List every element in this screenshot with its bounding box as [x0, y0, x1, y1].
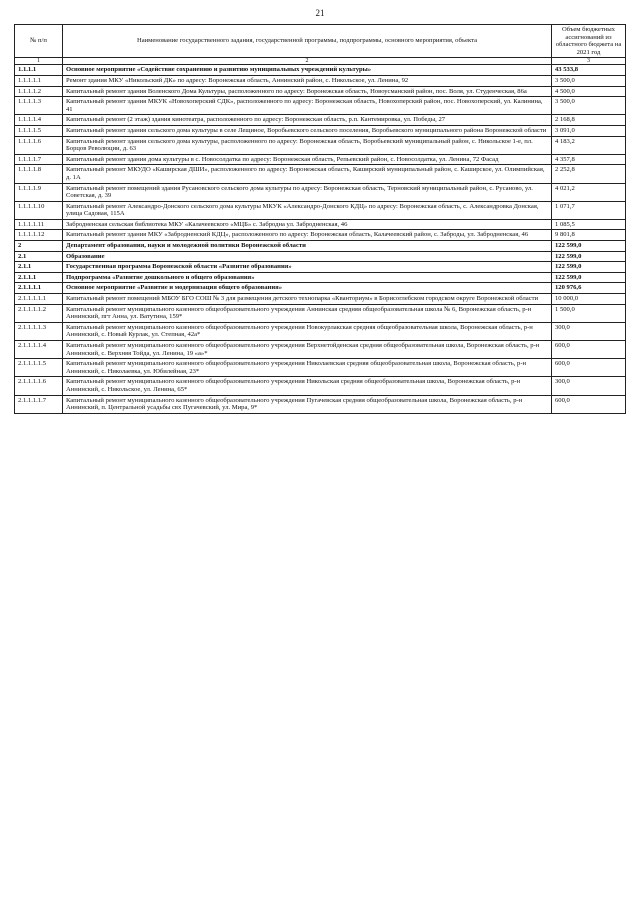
row-name: Подпрограмма «Развитие дошкольного и общего образования»	[63, 272, 552, 283]
row-number: 1.1.1.1.11	[15, 219, 63, 230]
row-name: Ремонт здания МКУ «Никольский ДК» по адресу: Воронежская область, Аннинский район, с. Никольское, ул. Ленина, 92	[63, 75, 552, 86]
header-name: Наименование государственного задания, государственной программы, подпрограммы, основного мероприятия, объекта	[63, 25, 552, 58]
row-name: Капитальный ремонт МКУДО «Каширская ДШИ», расположенного по адресу: Воронежская область, Каширский муниципальный район, с. Каширское, ул. Олимпийская, д. 1А	[63, 165, 552, 183]
row-amount: 4 500,0	[552, 86, 626, 97]
row-number: 1.1.1.1.5	[15, 125, 63, 136]
row-number: 1.1.1.1.7	[15, 154, 63, 165]
col-number-1: 1	[15, 58, 63, 65]
row-name: Департамент образования, науки и молодежной политики Воронежской области	[63, 241, 552, 252]
row-number: 2.1.1.1.1.6	[15, 377, 63, 395]
header-num: № п/п	[15, 25, 63, 58]
row-name: Капитальный ремонт здания МКУ «Забродненский КДЦ», расположенного по адресу: Воронежская область, Калачеевский район, с. Заброды, ул. Забродненская, 46	[63, 230, 552, 241]
row-number: 1.1.1.1.10	[15, 201, 63, 219]
table-row	[15, 97, 626, 115]
table-row	[15, 294, 626, 305]
col-number-3: 3	[552, 58, 626, 65]
row-number: 1.1.1.1.1	[15, 75, 63, 86]
row-amount: 10 000,0	[552, 294, 626, 305]
table-row	[15, 230, 626, 241]
row-amount: 4 183,2	[552, 136, 626, 154]
table-row	[15, 377, 626, 395]
row-number: 2.1.1.1.1.4	[15, 341, 63, 359]
row-number: 1.1.1.1	[15, 65, 63, 76]
row-name: Капитальный ремонт Александро-Донского сельского дома культуры МКУК «Александро-Донского КДЦ» по адресу: Воронежская область, с. Александровка Донская, улица Садовая, 115А	[63, 201, 552, 219]
row-number: 2.1.1.1.1.1	[15, 294, 63, 305]
table-row	[15, 86, 626, 97]
row-name: Забродненская сельская библиотека МКУ «Калачеевского «МЦБ» с. Забродна ул. Забродненская, 46	[63, 219, 552, 230]
page-number: 21	[315, 8, 325, 18]
row-number: 1.1.1.1.2	[15, 86, 63, 97]
row-name: Капитальный ремонт помещений МБОУ БГО СОШ № 3 для размещения детского технопарка «Кванториум» в Борисоглебском городском округе Воронежской области	[63, 294, 552, 305]
row-number: 2.1.1.1.1.3	[15, 322, 63, 340]
table-header-row	[15, 25, 626, 58]
row-name: Капитальный ремонт муниципального казенного общеобразовательного учреждения Новокурлакская средняя общеобразовательная школа, Воронежская область, р-н Аннинский, с. Новый Курлак, ул. Степная, 42а*	[63, 322, 552, 340]
row-amount: 600,0	[552, 359, 626, 377]
row-amount: 3 091,0	[552, 125, 626, 136]
row-number: 2.1.1.1.1.7	[15, 395, 63, 413]
row-number: 2.1.1.1.1	[15, 283, 63, 294]
row-name: Капитальный ремонт здания МКУК «Новохоперский СДК», расположенного по адресу: Воронежская область, Новохоперский район, пос. Новохоперский, ул. Калинина, 41	[63, 97, 552, 115]
table-row	[15, 219, 626, 230]
row-number: 1.1.1.1.8	[15, 165, 63, 183]
row-amount: 120 976,6	[552, 283, 626, 294]
table-row	[15, 304, 626, 322]
row-amount: 1 500,0	[552, 304, 626, 322]
row-amount: 122 599,0	[552, 251, 626, 262]
row-number: 2.1.1.1	[15, 272, 63, 283]
row-number: 1.1.1.1.12	[15, 230, 63, 241]
row-amount: 4 021,2	[552, 183, 626, 201]
table-row	[15, 136, 626, 154]
budget-table	[14, 24, 626, 414]
row-name: Капитальный ремонт муниципального казенного общеобразовательного учреждения Аннинская средняя общеобразовательная школа № 6, Воронежская область, р-н Аннинский, пгт Анна, ул. Ватутина, 159*	[63, 304, 552, 322]
row-name: Основное мероприятие «Развитие и модернизация общего образования»	[63, 283, 552, 294]
table-body	[15, 65, 626, 413]
table-row	[15, 251, 626, 262]
table-row	[15, 115, 626, 126]
row-name: Капитальный ремонт муниципального казенного общеобразовательного учреждения Верхнетойденская средняя общеобразовательная школа, Воронежская область, р-н Аннинский, с. Верхняя Тойда, ул. Ленина, 19 «а»*	[63, 341, 552, 359]
table-row	[15, 201, 626, 219]
row-amount: 2 168,8	[552, 115, 626, 126]
row-amount: 122 599,0	[552, 272, 626, 283]
header-amount: Объем бюджетных ассигнований из областного бюджета на 2021 год	[552, 25, 626, 58]
table-row	[15, 322, 626, 340]
row-number: 2.1.1	[15, 262, 63, 273]
row-name: Капитальный ремонт (2 этаж) здания кинотеатра, расположенного по адресу: Воронежская область, р.п. Кантемировка, ул. Победы, 27	[63, 115, 552, 126]
row-number: 2.1.1.1.1.5	[15, 359, 63, 377]
row-name: Капитальный ремонт здания дома культуры в с. Новосолдатка по адресу: Воронежская область, Репьевский район, с. Новосолдатка, ул. Ленина, 72 Фасад	[63, 154, 552, 165]
row-amount: 2 252,8	[552, 165, 626, 183]
table-row	[15, 341, 626, 359]
table-row	[15, 241, 626, 252]
row-name: Капитальный ремонт здания сельского дома культуры, расположенного по адресу: Воронежская область, Воробьевский муниципальный район, с. Никольское 1-е, пл. Борцов Революции, д. 63	[63, 136, 552, 154]
row-number: 1.1.1.1.4	[15, 115, 63, 126]
row-name: Капитальный ремонт муниципального казенного общеобразовательного учреждения Николаевская средняя общеобразовательная школа, Воронежская область, р-н Аннинский, с. Николаевка, ул. Юбилейная, 23*	[63, 359, 552, 377]
row-amount: 1 085,5	[552, 219, 626, 230]
table-row	[15, 154, 626, 165]
table-row	[15, 272, 626, 283]
row-name: Капитальный ремонт муниципального казенного общеобразовательного учреждения Никольская средняя общеобразовательная школа, Воронежская область, р-н Аннинский, с. Никольское, ул. Ленина, 65*	[63, 377, 552, 395]
row-number: 1.1.1.1.9	[15, 183, 63, 201]
row-number: 2.1.1.1.1.2	[15, 304, 63, 322]
row-amount: 1 071,7	[552, 201, 626, 219]
row-amount: 43 533,8	[552, 65, 626, 76]
row-name: Образование	[63, 251, 552, 262]
column-numbers-row	[15, 58, 626, 65]
row-amount: 4 357,8	[552, 154, 626, 165]
row-name: Капитальный ремонт помещений здания Русановского сельского дома культуры по адресу: Воронежская область, Терновский муниципальный район, с. Русаново, ул. Советская, д. 39	[63, 183, 552, 201]
table-row	[15, 65, 626, 76]
row-amount: 3 500,0	[552, 97, 626, 115]
row-amount: 600,0	[552, 395, 626, 413]
row-name: Государственная программа Воронежской области «Развитие образования»	[63, 262, 552, 273]
table-row	[15, 359, 626, 377]
table-row	[15, 395, 626, 413]
row-number: 2.1	[15, 251, 63, 262]
row-amount: 3 500,0	[552, 75, 626, 86]
table-row	[15, 125, 626, 136]
row-number: 1.1.1.1.3	[15, 97, 63, 115]
row-name: Основное мероприятие «Содействие сохранению и развитию муниципальных учреждений культуры»	[63, 65, 552, 76]
table-row	[15, 283, 626, 294]
row-amount: 122 599,0	[552, 241, 626, 252]
row-amount: 9 801,8	[552, 230, 626, 241]
row-amount: 600,0	[552, 341, 626, 359]
table-row	[15, 183, 626, 201]
row-amount: 122 599,0	[552, 262, 626, 273]
table-row	[15, 165, 626, 183]
col-number-2: 2	[63, 58, 552, 65]
row-amount: 300,0	[552, 377, 626, 395]
row-number: 2	[15, 241, 63, 252]
row-number: 1.1.1.1.6	[15, 136, 63, 154]
row-name: Капитальный ремонт здания сельского дома культуры в селе Лещиное, Воробьевского сельского поселения, Воробьевского муниципального района Воронежской области	[63, 125, 552, 136]
table-row	[15, 262, 626, 273]
row-amount: 300,0	[552, 322, 626, 340]
row-name: Капитальный ремонт здания Воленского Дома Культуры, расположенного по адресу: Воронежская область, Новоусманский район, пос. Воля, ул. Студенческая, 86а	[63, 86, 552, 97]
row-name: Капитальный ремонт муниципального казенного общеобразовательного учреждения Пугачевская средняя общеобразовательная школа, Воронежская область, р-н Аннинский, п. Центральной усадьбы свх Пугачевский, ул. Мира, 9*	[63, 395, 552, 413]
table-row	[15, 75, 626, 86]
